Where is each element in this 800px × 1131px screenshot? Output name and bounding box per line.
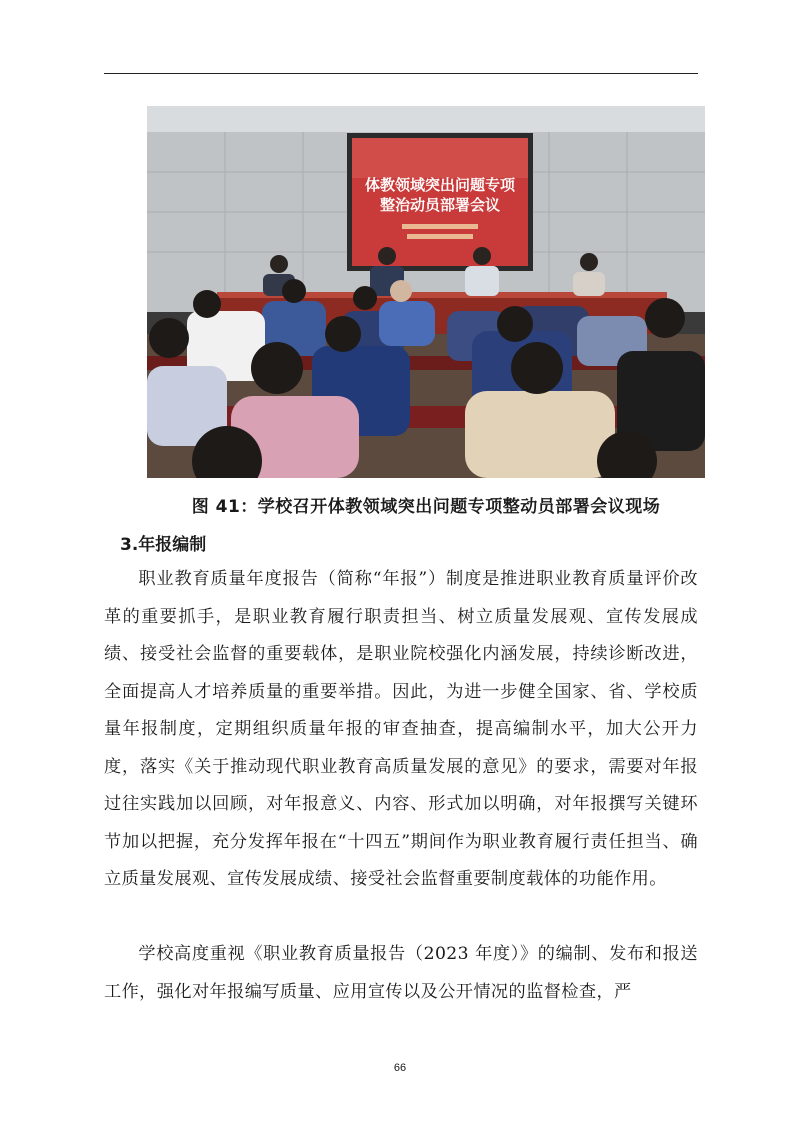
body-paragraph-1: 职业教育质量年度报告（简称“年报”）制度是推进职业教育质量评价改革的重要抓手，是职业教育履行职责担当、树立质量发展观、宣传发展成绩、接受社会监督的重要载体，是职业院校强化内涵发展，持续诊断改进，全面提高人才培养质量的重要举措。因此，为进一步健全国家、省、学校质量年报制度，定期组织质量年报的审查抽查，提高编制水平，加大公开力度，落实《关于推动现代职业教育高质量发展的意见》的要求，需要对年报过往实践加以回顾，对年报意义、内容、形式加以明确，对年报撰写关键环节加以把握，充分发挥年报在“十四五”期间作为职业教育履行责任担当、确立质量发展观、宣传发展成绩、接受社会监督重要制度载体的功能作用。 xyxy=(104,569,698,889)
section-heading: 3.年报编制 xyxy=(120,535,207,555)
figure-caption: 图 41：学校召开体教领域突出问题专项整动员部署会议现场 xyxy=(191,497,661,517)
meeting-photo xyxy=(147,106,705,478)
slide-title-line1: 体教领域突出问题专项 xyxy=(364,176,516,194)
header-rule xyxy=(104,73,698,74)
slide-title-line2: 整治动员部署会议 xyxy=(379,196,501,214)
page-number: 66 xyxy=(393,1062,407,1074)
body-paragraph-2: 学校高度重视《职业教育质量报告（2023 年度）》的编制、发布和报送工作，强化对年报编写质量、应用宣传以及公开情况的监督检查，严 xyxy=(104,944,698,1002)
